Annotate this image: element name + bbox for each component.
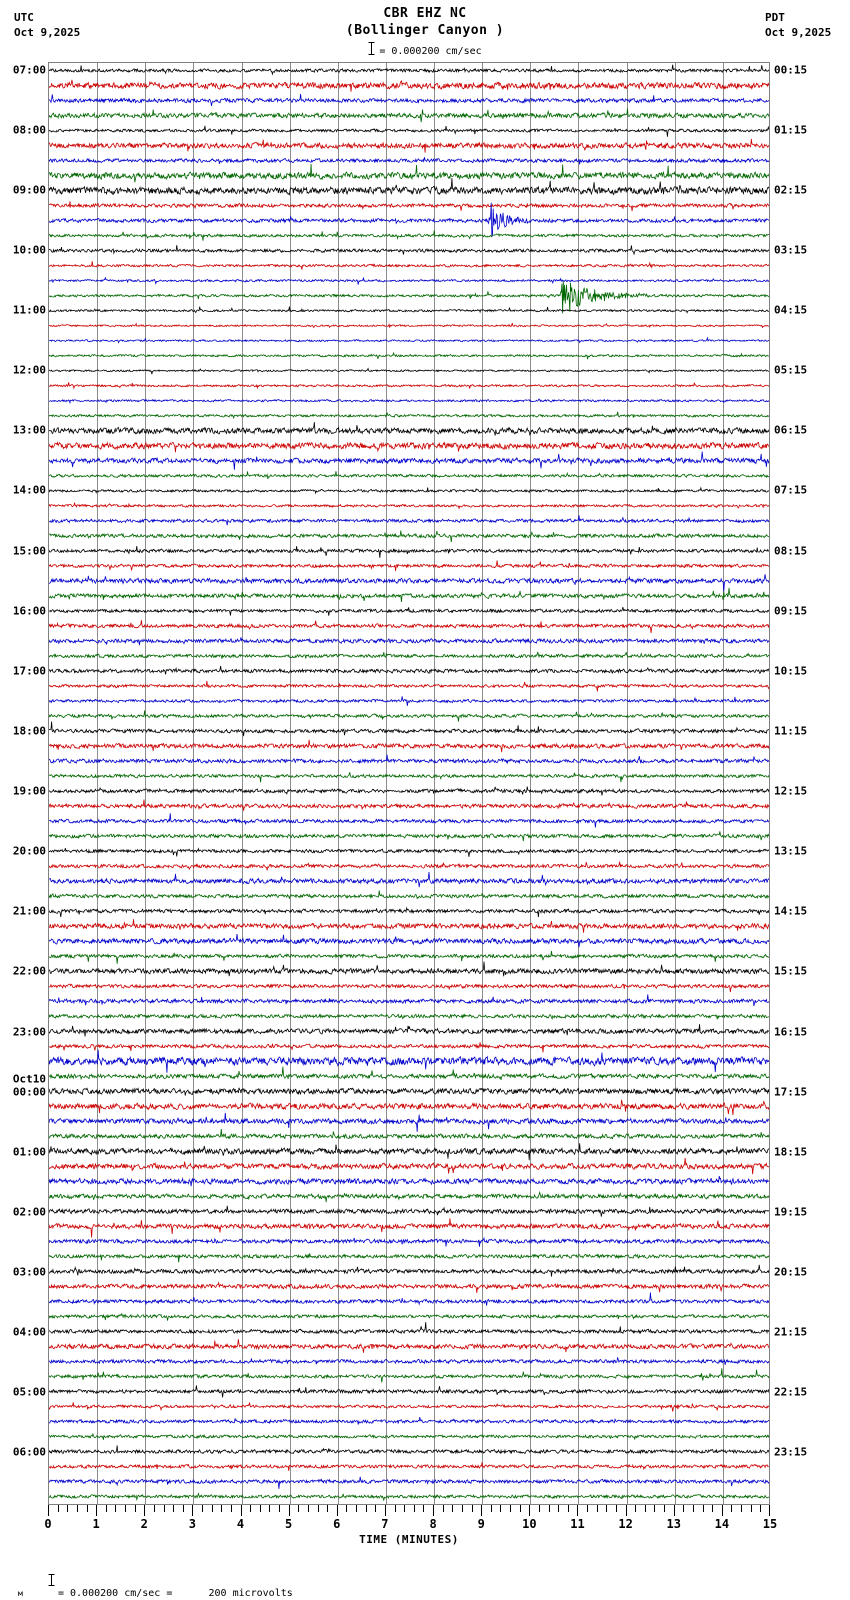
axis-tick-minor — [712, 1505, 713, 1512]
trace-0530 — [49, 1417, 769, 1424]
trace-1745 — [49, 710, 769, 721]
utc-hour-label-1900: 19:00 — [12, 784, 46, 798]
trace-1300 — [49, 422, 769, 435]
axis-tick-minor — [67, 1505, 68, 1512]
axis-tick-minor — [221, 1505, 222, 1512]
axis-tick-major-7 — [385, 1505, 386, 1516]
utc-hour-label-0200: 02:00 — [12, 1205, 46, 1219]
axis-tick-minor — [327, 1505, 328, 1512]
trace-1915 — [49, 800, 769, 811]
axis-tick-minor — [404, 1505, 405, 1512]
utc-hour-label-1500: 15:00 — [12, 544, 46, 558]
trace-1545 — [49, 588, 769, 602]
axis-tick-minor — [664, 1505, 665, 1512]
trace-0145 — [49, 1192, 769, 1202]
axis-tick-major-4 — [241, 1505, 242, 1516]
axis-tick-minor — [202, 1505, 203, 1512]
axis-tick-minor — [491, 1505, 492, 1512]
axis-tick-minor — [298, 1505, 299, 1512]
trace-1145 — [49, 353, 769, 359]
axis-tick-minor — [395, 1505, 396, 1512]
pdt-hour-label-1215: 12:15 — [774, 784, 808, 798]
trace-0945 — [49, 230, 769, 240]
axis-tick-minor — [366, 1505, 367, 1512]
trace-1330 — [49, 452, 769, 470]
trace-1115 — [49, 323, 769, 328]
trace-2245 — [49, 1014, 769, 1019]
pdt-hour-label-0315: 03:15 — [774, 243, 808, 257]
utc-hour-label-1000: 10:00 — [12, 243, 46, 257]
axis-tick-major-1 — [96, 1505, 97, 1516]
trace-1700 — [49, 666, 769, 674]
trace-0730 — [49, 94, 769, 106]
pdt-hour-axis — [772, 62, 850, 1505]
axis-tick-minor — [693, 1505, 694, 1512]
utc-date-label: Oct 9,2025 — [14, 26, 81, 39]
axis-label-0: 0 — [44, 1517, 52, 1531]
axis-label-15: 15 — [762, 1517, 778, 1531]
trace-0000 — [49, 1088, 769, 1096]
axis-title: TIME (MINUTES) — [359, 1533, 459, 1546]
axis-label-12: 12 — [618, 1517, 633, 1531]
trace-1200 — [49, 369, 769, 375]
trace-0330 — [49, 1293, 769, 1306]
axis-tick-major-8 — [433, 1505, 434, 1516]
trace-0815 — [49, 139, 769, 153]
trace-2115 — [49, 919, 769, 932]
trace-1015 — [49, 261, 769, 269]
axis-tick-minor — [250, 1505, 251, 1512]
axis-tick-major-2 — [144, 1505, 145, 1516]
utc-hour-label-1200: 12:00 — [12, 363, 46, 377]
trace-0600 — [49, 1445, 769, 1453]
axis-tick-minor — [520, 1505, 521, 1512]
trace-2015 — [49, 862, 769, 871]
trace-1830 — [49, 755, 769, 764]
axis-label-6: 6 — [333, 1517, 341, 1531]
axis-tick-major-11 — [577, 1505, 578, 1516]
axis-label-4: 4 — [236, 1517, 245, 1531]
pdt-hour-label-1615: 16:15 — [774, 1025, 808, 1039]
axis-tick-minor — [510, 1505, 511, 1512]
axis-tick-minor — [741, 1505, 742, 1512]
trace-0545 — [49, 1434, 769, 1440]
trace-0830 — [49, 157, 769, 164]
trace-1630 — [49, 637, 769, 645]
trace-0615 — [49, 1462, 769, 1470]
axis-tick-minor — [568, 1505, 569, 1512]
trace-0500 — [49, 1385, 769, 1397]
axis-tick-minor — [375, 1505, 376, 1512]
trace-2315 — [49, 1042, 769, 1052]
utc-hour-label-2300: 23:00 — [12, 1025, 46, 1039]
trace-2215 — [49, 984, 769, 992]
trace-1100 — [49, 307, 769, 313]
axis-tick-minor — [635, 1505, 636, 1512]
axis-tick-minor — [183, 1505, 184, 1512]
utc-hour-label-0600: 06:00 — [12, 1445, 46, 1459]
pdt-hour-label-2015: 20:15 — [774, 1265, 808, 1279]
trace-1615 — [49, 620, 769, 633]
day-rollover-label: Oct10 — [12, 1072, 46, 1086]
trace-1800 — [49, 721, 769, 736]
trace-0100 — [49, 1143, 769, 1160]
axis-tick-minor — [318, 1505, 319, 1512]
axis-label-1: 1 — [92, 1517, 100, 1531]
axis-label-7: 7 — [381, 1517, 389, 1531]
trace-1400 — [49, 488, 769, 494]
utc-hour-label-1800: 18:00 — [12, 724, 46, 738]
pdt-hour-label-1015: 10:15 — [774, 664, 808, 678]
axis-label-8: 8 — [429, 1517, 437, 1531]
axis-tick-major-15 — [769, 1505, 770, 1516]
trace-1845 — [49, 772, 769, 782]
axis-tick-major-10 — [529, 1505, 530, 1516]
pdt-hour-label-1315: 13:15 — [774, 844, 808, 858]
pdt-hour-label-1515: 15:15 — [774, 964, 808, 978]
trace-0200 — [49, 1206, 769, 1217]
trace-1345 — [49, 471, 769, 479]
trace-1000 — [49, 245, 769, 254]
utc-hour-label-0900: 09:00 — [12, 183, 46, 197]
trace-0315 — [49, 1283, 769, 1293]
axis-tick-major-3 — [192, 1505, 193, 1516]
trace-1230 — [49, 399, 769, 403]
pdt-zone-label: PDT — [765, 11, 785, 24]
trace-2300 — [49, 1024, 769, 1036]
pdt-date-label: Oct 9,2025 — [765, 26, 832, 39]
pdt-hour-label-1715: 17:15 — [774, 1085, 808, 1099]
axis-label-13: 13 — [666, 1517, 681, 1531]
trace-0300 — [49, 1265, 769, 1277]
trace-1645 — [49, 652, 769, 659]
trace-0415 — [49, 1339, 769, 1353]
pdt-hour-label-1815: 18:15 — [774, 1145, 808, 1159]
scale-legend-text: = 0.000200 cm/sec — [379, 46, 482, 57]
pdt-hour-label-0915: 09:15 — [774, 604, 808, 618]
utc-hour-axis — [0, 62, 48, 1505]
axis-tick-minor — [269, 1505, 270, 1512]
trace-0700 — [49, 65, 769, 74]
header — [0, 0, 850, 56]
footer-scale-note: м = 0.000200 cm/sec = 200 microvolts — [6, 1551, 293, 1599]
trace-1715 — [49, 681, 769, 691]
axis-label-10: 10 — [522, 1517, 537, 1531]
axis-tick-minor — [135, 1505, 136, 1512]
axis-tick-minor — [125, 1505, 126, 1512]
axis-tick-minor — [87, 1505, 88, 1512]
trace-0030 — [49, 1113, 769, 1132]
trace-0845 — [49, 164, 769, 182]
pdt-hour-label-0615: 06:15 — [774, 423, 808, 437]
trace-1030 — [49, 278, 769, 285]
trace-0215 — [49, 1218, 769, 1237]
axis-tick-minor — [308, 1505, 309, 1512]
axis-tick-major-0 — [48, 1505, 49, 1516]
trace-1815 — [49, 740, 769, 752]
trace-0715 — [49, 80, 769, 92]
trace-2030 — [49, 872, 769, 887]
axis-tick-minor — [346, 1505, 347, 1512]
utc-zone-label: UTC — [14, 11, 34, 24]
pdt-hour-label-0415: 04:15 — [774, 303, 808, 317]
trace-2200 — [49, 962, 769, 977]
axis-tick-minor — [606, 1505, 607, 1512]
trace-1430 — [49, 515, 769, 525]
axis-tick-minor — [77, 1505, 78, 1512]
pdt-hour-label-2115: 21:15 — [774, 1325, 808, 1339]
pdt-hour-label-2215: 22:15 — [774, 1385, 808, 1399]
utc-hour-label-0800: 08:00 — [12, 123, 46, 137]
utc-hour-label-0300: 03:00 — [12, 1265, 46, 1279]
utc-hour-label-2200: 22:00 — [12, 964, 46, 978]
trace-0015 — [49, 1100, 769, 1115]
utc-hour-label-1100: 11:00 — [12, 303, 46, 317]
axis-tick-minor — [616, 1505, 617, 1512]
trace-1730 — [49, 696, 769, 706]
axis-tick-minor — [645, 1505, 646, 1512]
trace-1315 — [49, 442, 769, 452]
trace-0745 — [49, 109, 769, 123]
trace-1130 — [49, 338, 769, 343]
axis-label-5: 5 — [285, 1517, 293, 1531]
trace-0130 — [49, 1176, 769, 1186]
axis-tick-minor — [452, 1505, 453, 1512]
pdt-hour-label-0015: 00:15 — [774, 63, 808, 77]
utc-hour-label-0000: 00:00 — [12, 1085, 46, 1099]
trace-1515 — [49, 560, 769, 570]
axis-tick-minor — [443, 1505, 444, 1512]
footer-scale-text: = 0.000200 cm/sec = 200 microvolts — [57, 1588, 293, 1599]
axis-tick-minor — [703, 1505, 704, 1512]
axis-tick-minor — [58, 1505, 59, 1512]
axis-tick-minor — [500, 1505, 501, 1512]
trace-0400 — [49, 1322, 769, 1333]
utc-hour-label-1600: 16:00 — [12, 604, 46, 618]
axis-label-3: 3 — [188, 1517, 197, 1531]
axis-label-9: 9 — [477, 1517, 485, 1531]
utc-hour-label-0500: 05:00 — [12, 1385, 46, 1399]
trace-0445 — [49, 1368, 769, 1382]
utc-hour-label-1300: 13:00 — [12, 423, 46, 437]
trace-1445 — [49, 531, 769, 542]
trace-2330 — [49, 1050, 769, 1073]
axis-tick-minor — [587, 1505, 588, 1512]
axis-tick-minor — [356, 1505, 357, 1512]
axis-tick-minor — [212, 1505, 213, 1512]
trace-1215 — [49, 382, 769, 388]
axis-tick-minor — [549, 1505, 550, 1512]
trace-1900 — [49, 787, 769, 796]
utc-hour-label-1700: 17:00 — [12, 664, 46, 678]
utc-hour-label-2000: 20:00 — [12, 844, 46, 858]
trace-1530 — [49, 574, 769, 591]
axis-tick-minor — [414, 1505, 415, 1512]
axis-tick-minor — [654, 1505, 655, 1512]
trace-1945 — [49, 831, 769, 841]
trace-0430 — [49, 1357, 769, 1365]
axis-tick-minor — [115, 1505, 116, 1512]
pdt-hour-label-0515: 05:15 — [774, 363, 808, 377]
axis-tick-minor — [462, 1505, 463, 1512]
station-location: (Bollinger Canyon ) — [345, 23, 505, 38]
axis-tick-minor — [751, 1505, 752, 1512]
pdt-hour-label-2315: 23:15 — [774, 1445, 808, 1459]
axis-label-14: 14 — [714, 1517, 730, 1531]
axis-tick-minor — [731, 1505, 732, 1512]
utc-hour-label-2100: 21:00 — [12, 904, 46, 918]
axis-tick-minor — [164, 1505, 165, 1512]
axis-tick-marks — [48, 1505, 770, 1517]
axis-tick-major-9 — [481, 1505, 482, 1516]
trace-0515 — [49, 1402, 769, 1411]
pdt-hour-label-0115: 01:15 — [774, 123, 808, 137]
trace-0630 — [49, 1477, 769, 1489]
trace-1930 — [49, 813, 769, 827]
pdt-time-zone-block — [765, 10, 831, 40]
trace-2345 — [49, 1067, 769, 1080]
axis-tick-minor — [154, 1505, 155, 1512]
trace-2100 — [49, 908, 769, 917]
trace-1415 — [49, 503, 769, 509]
axis-label-11: 11 — [570, 1517, 585, 1531]
axis-tick-minor — [279, 1505, 280, 1512]
axis-tick-minor — [106, 1505, 107, 1512]
trace-1600 — [49, 607, 769, 616]
trace-0045 — [49, 1129, 769, 1139]
axis-tick-minor — [231, 1505, 232, 1512]
pdt-hour-label-0815: 08:15 — [774, 544, 808, 558]
trace-2045 — [49, 890, 769, 898]
axis-tick-minor — [683, 1505, 684, 1512]
axis-tick-major-5 — [289, 1505, 290, 1516]
scale-legend — [0, 41, 850, 57]
utc-hour-label-0100: 01:00 — [12, 1145, 46, 1159]
pdt-hour-label-1115: 11:15 — [774, 724, 808, 738]
utc-hour-label-0400: 04:00 — [12, 1325, 46, 1339]
trace-0345 — [49, 1314, 769, 1321]
utc-hour-label-1400: 14:00 — [12, 483, 46, 497]
axis-tick-major-13 — [674, 1505, 675, 1516]
trace-2145 — [49, 951, 769, 964]
axis-tick-major-6 — [337, 1505, 338, 1516]
axis-tick-minor — [173, 1505, 174, 1512]
trace-1500 — [49, 546, 769, 558]
ibeam-scale-icon-footer — [24, 1563, 55, 1600]
trace-2130 — [49, 934, 769, 947]
pdt-hour-label-0215: 02:15 — [774, 183, 808, 197]
trace-1245 — [49, 412, 769, 418]
pdt-hour-label-1415: 14:15 — [774, 904, 808, 918]
trace-2230 — [49, 994, 769, 1006]
trace-0800 — [49, 126, 769, 137]
trace-1045 — [49, 281, 769, 313]
trace-0245 — [49, 1253, 769, 1262]
axis-tick-minor — [472, 1505, 473, 1512]
axis-tick-minor — [260, 1505, 261, 1512]
ibeam-scale-icon — [368, 42, 375, 58]
axis-label-2: 2 — [140, 1517, 148, 1531]
helicorder-plot — [48, 62, 770, 1505]
axis-tick-major-12 — [626, 1505, 627, 1516]
trace-0900 — [49, 178, 769, 195]
pdt-hour-label-0715: 07:15 — [774, 483, 808, 497]
axis-tick-minor — [423, 1505, 424, 1512]
axis-tick-major-14 — [722, 1505, 723, 1516]
trace-0115 — [49, 1158, 769, 1174]
axis-tick-minor — [597, 1505, 598, 1512]
utc-hour-label-0700: 07:00 — [12, 63, 46, 77]
trace-0645 — [49, 1494, 769, 1500]
trace-2000 — [49, 848, 769, 857]
trace-0915 — [49, 201, 769, 211]
seismic-traces — [49, 63, 769, 1504]
axis-tick-minor — [539, 1505, 540, 1512]
station-title: CBR EHZ NC — [383, 6, 467, 21]
axis-tick-minor — [558, 1505, 559, 1512]
axis-tick-minor — [760, 1505, 761, 1512]
pdt-hour-label-1915: 19:15 — [774, 1205, 808, 1219]
trace-0230 — [49, 1238, 769, 1247]
